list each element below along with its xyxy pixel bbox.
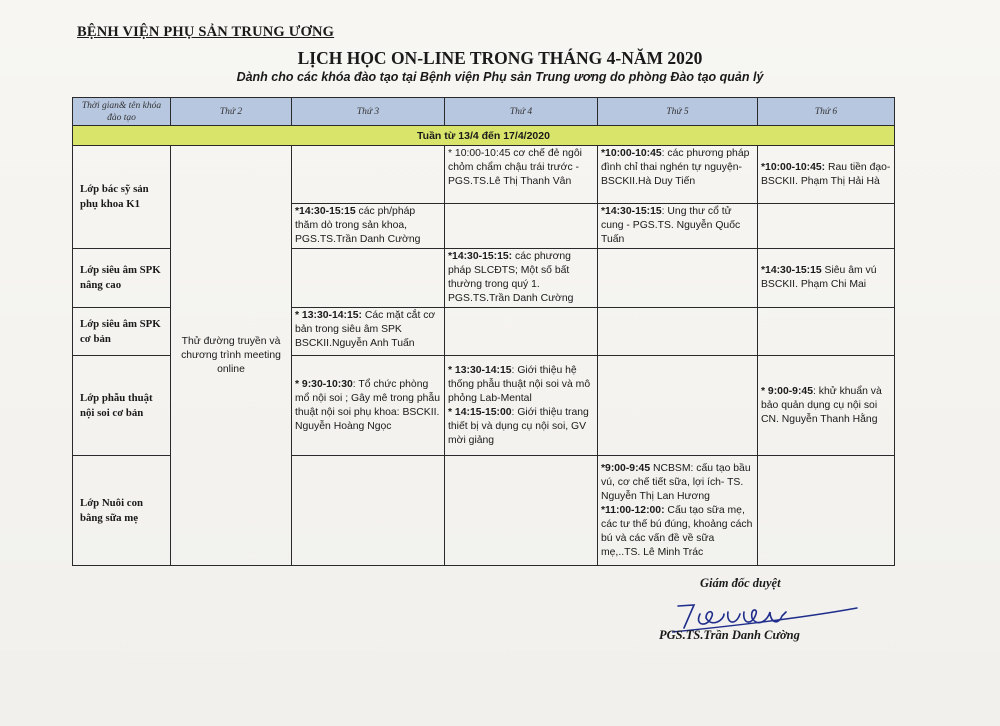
week-row	[73, 126, 895, 146]
document-title: LỊCH HỌC ON-LINE TRONG THÁNG 4-NĂM 2020	[297, 48, 703, 68]
col-header-tue: Thứ 3	[292, 98, 445, 126]
empty-cell	[445, 308, 598, 356]
week-label: Tuần từ 13/4 đến 17/4/2020	[73, 126, 895, 146]
empty-cell	[598, 356, 758, 456]
header-row	[73, 98, 895, 126]
empty-cell	[598, 249, 758, 308]
col-header-wed: Thứ 4	[445, 98, 598, 126]
empty-cell	[758, 204, 895, 249]
session-cell: * 13:30-14:15: Giới thiệu hệ thống phẫu thuật nội soi và mô phỏng Lab-Mental * 14:15-15:00: Giới thiệu trang thiết bị và dụng cụ nội soi, GV mời giảng	[445, 356, 598, 456]
empty-cell	[445, 204, 598, 249]
session-cell: * 13:30-14:15: Các mặt cắt cơ bản trong siêu âm SPK BSCKII.Nguyễn Anh Tuấn	[292, 308, 445, 356]
empty-cell	[292, 249, 445, 308]
empty-cell	[598, 308, 758, 356]
course-name: Lớp Nuôi con bằng sữa mẹ	[73, 456, 171, 566]
session-cell: *14:30-15:15: các phương pháp SLCĐTS; Một số bất thường trong quý 1. PGS.TS.Trần Danh Cường	[445, 249, 598, 308]
course-name: Lớp phẫu thuật nội soi cơ bản	[73, 356, 171, 456]
session-cell: * 9:00-9:45: khử khuẩn và bảo quản dụng cụ nội soi CN. Nguyễn Thanh Hằng	[758, 356, 895, 456]
schedule-table	[72, 97, 895, 566]
session-cell: *10:00-10:45: các phương pháp đình chỉ thai nghén tự nguyện- BSCKII.Hà Duy Tiến	[598, 146, 758, 204]
session-cell: *10:00-10:45: Rau tiền đạo- BSCKII. Phạm Thị Hải Hà	[758, 146, 895, 204]
monday-note: Thử đường truyền và chương trình meeting online	[171, 146, 292, 566]
empty-cell	[445, 456, 598, 566]
session-cell: *14:30-15:15 Siêu âm vú BSCKII. Phạm Chi Mai	[758, 249, 895, 308]
empty-cell	[292, 146, 445, 204]
approval-title: Giám đốc duyệt	[700, 576, 781, 590]
session-cell: * 9:30-10:30: Tổ chức phòng mổ nội soi ; Gây mê trong phẫu thuật nội soi phụ khoa: BSCKII. Nguyễn Hoàng Ngọc	[292, 356, 445, 456]
session-cell: * 10:00-10:45 cơ chế đẻ ngôi chỏm chẩm chậu trái trước - PGS.TS.Lê Thị Thanh Vân	[445, 146, 598, 204]
empty-cell	[758, 456, 895, 566]
approver-name: PGS.TS.Trần Danh Cường	[659, 628, 800, 642]
document-subtitle: Dành cho các khóa đào tạo tại Bệnh viện Phụ sản Trung ương do phòng Đào tạo quản lý	[236, 70, 764, 84]
course-name: Lớp bác sỹ sản phụ khoa K1	[73, 146, 171, 249]
session-cell: *9:00-9:45 NCBSM: cấu tạo bầu vú, cơ chế tiết sữa, lợi ích- TS. Nguyễn Thị Lan Hương *11:00-12:00: Cấu tạo sữa mẹ, các tư thế bú đúng, khoảng cách bú và các vấn đề về sữa mẹ,..TS. Lê Minh Trác	[598, 456, 758, 566]
empty-cell	[292, 456, 445, 566]
session-cell: *14:30-15:15: Ung thư cổ tử cung - PGS.TS. Nguyễn Quốc Tuấn	[598, 204, 758, 249]
col-header-fri: Thứ 6	[758, 98, 895, 126]
session-cell: *14:30-15:15 các ph/pháp thăm dò trong sản khoa, PGS.TS.Trần Danh Cường	[292, 204, 445, 249]
hospital-name: BỆNH VIỆN PHỤ SẢN TRUNG ƯƠNG	[77, 24, 335, 40]
col-header-course: Thời gian& tên khóa đào tạo	[73, 98, 171, 126]
col-header-thu: Thứ 5	[598, 98, 758, 126]
empty-cell	[758, 308, 895, 356]
course-name: Lớp siêu âm SPK nâng cao	[73, 249, 171, 308]
course-name: Lớp siêu âm SPK cơ bản	[73, 308, 171, 356]
table-row	[73, 146, 895, 204]
col-header-mon: Thứ 2	[171, 98, 292, 126]
